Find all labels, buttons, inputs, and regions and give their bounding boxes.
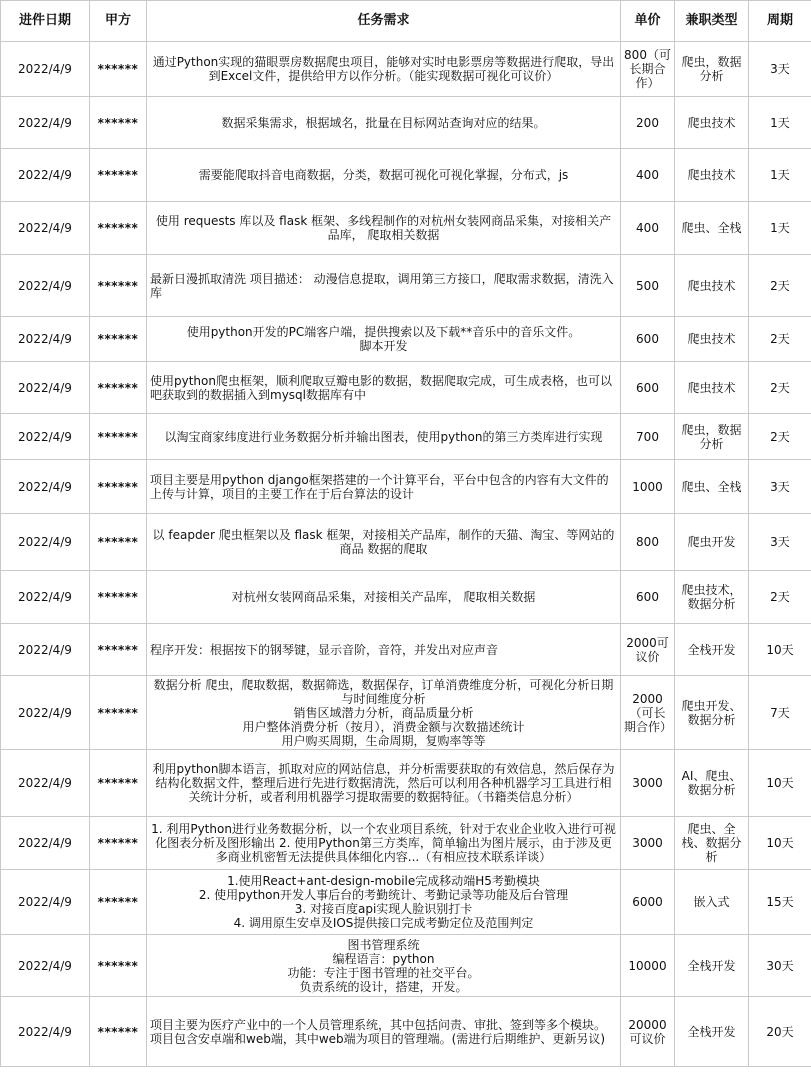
cell-date[interactable]: 2022/4/9 xyxy=(1,514,90,571)
cell-price[interactable]: 700 xyxy=(621,414,675,460)
cell-task[interactable]: 1.使用React+ant-design-mobile完成移动端H5考勤模块 2. 使用python开发人事后台的考勤统计、考勤记录等功能及后台管理 3. 对接百度api实现人脸识别打卡 4. 调用原生安卓及IOS提供接口完成考勤定位及范围判定 xyxy=(147,870,621,935)
cell-date[interactable]: 2022/4/9 xyxy=(1,362,90,414)
cell-price[interactable]: 2000可议价 xyxy=(621,624,675,676)
cell-task[interactable]: 项目主要为医疗产业中的一个人员管理系统，其中包括问责、审批、签到等多个模块。项目包含安卓端和web端，其中web端为项目的管理端。(需进行后期维护、更新另议) xyxy=(147,997,621,1067)
cell-party[interactable]: ****** xyxy=(90,149,147,202)
table-row xyxy=(1,997,811,1067)
cell-price[interactable]: 20000可议价 xyxy=(621,997,675,1067)
cell-period[interactable]: 10天 xyxy=(749,817,811,870)
table-row xyxy=(1,414,811,460)
table-row xyxy=(1,202,811,255)
cell-type[interactable]: 爬虫技术 xyxy=(675,97,749,149)
cell-date[interactable]: 2022/4/9 xyxy=(1,571,90,624)
cell-party[interactable]: ****** xyxy=(90,97,147,149)
cell-price[interactable]: 400 xyxy=(621,202,675,255)
cell-date[interactable]: 2022/4/9 xyxy=(1,817,90,870)
cell-price[interactable]: 2000（可长期合作） xyxy=(621,676,675,750)
cell-type[interactable]: 全栈开发 xyxy=(675,624,749,676)
cell-price[interactable]: 800 xyxy=(621,514,675,571)
cell-party[interactable]: ****** xyxy=(90,362,147,414)
cell-price[interactable]: 3000 xyxy=(621,817,675,870)
cell-date[interactable]: 2022/4/9 xyxy=(1,460,90,514)
cell-period[interactable]: 10天 xyxy=(749,750,811,817)
cell-date[interactable]: 2022/4/9 xyxy=(1,202,90,255)
table-row xyxy=(1,255,811,317)
cell-date[interactable]: 2022/4/9 xyxy=(1,42,90,97)
table-row xyxy=(1,935,811,997)
cell-task[interactable]: 项目主要是用python django框架搭建的一个计算平台，平台中包含的内容有大文件的上传与计算，项目的主要工作在于后台算法的设计 xyxy=(147,460,621,514)
cell-type[interactable]: 爬虫，数据分析 xyxy=(675,414,749,460)
cell-type[interactable]: 爬虫技术 xyxy=(675,255,749,317)
cell-task[interactable]: 数据采集需求，根据域名，批量在目标网站查询对应的结果。 xyxy=(147,97,621,149)
cell-type[interactable]: 爬虫开发、数据分析 xyxy=(675,676,749,750)
cell-price[interactable]: 600 xyxy=(621,317,675,362)
cell-price[interactable]: 6000 xyxy=(621,870,675,935)
cell-task[interactable]: 使用python爬虫框架，顺利爬取豆瓣电影的数据，数据爬取完成，可生成表格，也可以吧获取到的数据插入到mysql数据库有中 xyxy=(147,362,621,414)
header-party[interactable]: 甲方 xyxy=(90,1,147,42)
cell-party[interactable]: ****** xyxy=(90,514,147,571)
table-row xyxy=(1,362,811,414)
cell-party[interactable]: ****** xyxy=(90,202,147,255)
cell-price[interactable]: 10000 xyxy=(621,935,675,997)
cell-type[interactable]: 爬虫开发 xyxy=(675,514,749,571)
header-row xyxy=(1,1,811,42)
cell-price[interactable]: 200 xyxy=(621,97,675,149)
cell-task[interactable]: 图书管理系统 编程语言：python 功能：专注于图书管理的社交平台。 负责系统的设计，搭建，开发。 xyxy=(147,935,621,997)
cell-date[interactable]: 2022/4/9 xyxy=(1,97,90,149)
cell-party[interactable]: ****** xyxy=(90,935,147,997)
cell-date[interactable]: 2022/4/9 xyxy=(1,676,90,750)
cell-task[interactable]: 1. 利用Python进行业务数据分析，以一个农业项目系统，针对于农业企业收入进行可视化图表分析及图形输出 2. 使用Python第三方类库，简单输出为图片展示，由于涉及更多商业机密暂无法提供具体细化内容...（有相应技术联系详谈） xyxy=(147,817,621,870)
table-row xyxy=(1,460,811,514)
cell-party[interactable]: ****** xyxy=(90,460,147,514)
table-row xyxy=(1,97,811,149)
cell-party[interactable]: ****** xyxy=(90,317,147,362)
table-row xyxy=(1,514,811,571)
cell-type[interactable]: 爬虫技术 xyxy=(675,149,749,202)
cell-type[interactable]: 全栈开发 xyxy=(675,935,749,997)
cell-period[interactable]: 15天 xyxy=(749,870,811,935)
table-row xyxy=(1,149,811,202)
cell-task[interactable]: 对杭州女装网商品采集，对接相关产品库， 爬取相关数据 xyxy=(147,571,621,624)
cell-date[interactable]: 2022/4/9 xyxy=(1,935,90,997)
cell-party[interactable]: ****** xyxy=(90,255,147,317)
table-row xyxy=(1,42,811,97)
cell-period[interactable]: 1天 xyxy=(749,149,811,202)
cell-type[interactable]: 嵌入式 xyxy=(675,870,749,935)
cell-task[interactable]: 数据分析 爬虫，爬取数据，数据筛选，数据保存，订单消费维度分析，可视化分析日期与时间维度分析 销售区域潜力分析，商品质量分析 用户整体消费分析（按月），消费金额与次数描述统计 用户购买周期，生命周期，复购率等等 xyxy=(147,676,621,750)
cell-date[interactable]: 2022/4/9 xyxy=(1,750,90,817)
cell-date[interactable]: 2022/4/9 xyxy=(1,624,90,676)
cell-task[interactable]: 最新日漫抓取清洗 项目描述： 动漫信息提取，调用第三方接口，爬取需求数据，清洗入库 xyxy=(147,255,621,317)
cell-period[interactable]: 30天 xyxy=(749,935,811,997)
cell-period[interactable]: 2天 xyxy=(749,317,811,362)
cell-date[interactable]: 2022/4/9 xyxy=(1,414,90,460)
cell-party[interactable]: ****** xyxy=(90,817,147,870)
cell-period[interactable]: 2天 xyxy=(749,255,811,317)
table-row xyxy=(1,750,811,817)
header-task[interactable]: 任务需求 xyxy=(147,1,621,42)
cell-price[interactable]: 500 xyxy=(621,255,675,317)
header-period[interactable]: 周期 xyxy=(749,1,811,42)
cell-period[interactable]: 2天 xyxy=(749,571,811,624)
cell-period[interactable]: 2天 xyxy=(749,362,811,414)
cell-type[interactable]: 爬虫、全栈 xyxy=(675,202,749,255)
cell-party[interactable]: ****** xyxy=(90,870,147,935)
cell-type[interactable]: AI、爬虫、数据分析 xyxy=(675,750,749,817)
cell-period[interactable]: 1天 xyxy=(749,97,811,149)
cell-task[interactable]: 通过Python实现的猫眼票房数据爬虫项目，能够对实时电影票房等数据进行爬取，导出到Excel文件，提供给甲方以作分析。（能实现数据可视化可议价） xyxy=(147,42,621,97)
cell-price[interactable]: 600 xyxy=(621,362,675,414)
cell-price[interactable]: 1000 xyxy=(621,460,675,514)
cell-price[interactable]: 600 xyxy=(621,571,675,624)
table-row xyxy=(1,624,811,676)
cell-task[interactable]: 以淘宝商家纬度进行业务数据分析并输出图表，使用python的第三方类库进行实现 xyxy=(147,414,621,460)
cell-type[interactable]: 爬虫、全栈 xyxy=(675,460,749,514)
table-row xyxy=(1,870,811,935)
cell-period[interactable]: 3天 xyxy=(749,42,811,97)
header-date[interactable]: 进件日期 xyxy=(1,1,90,42)
cell-type[interactable]: 爬虫技术 xyxy=(675,317,749,362)
cell-price[interactable]: 400 xyxy=(621,149,675,202)
cell-period[interactable]: 20天 xyxy=(749,997,811,1067)
cell-period[interactable]: 1天 xyxy=(749,202,811,255)
cell-price[interactable]: 3000 xyxy=(621,750,675,817)
header-price[interactable]: 单价 xyxy=(621,1,675,42)
cell-price[interactable]: 800（可长期合作） xyxy=(621,42,675,97)
cell-party[interactable]: ****** xyxy=(90,997,147,1067)
cell-task[interactable]: 利用python脚本语言，抓取对应的网站信息，并分析需要获取的有效信息，然后保存为结构化数据文件，整理后进行先进行数据清洗，然后可以利用各种机器学习工具进行相关统计分析，或者利用机器学习提取需要的数据特征。（书籍类信息分析） xyxy=(147,750,621,817)
table-row xyxy=(1,817,811,870)
cell-period[interactable]: 2天 xyxy=(749,414,811,460)
cell-date[interactable]: 2022/4/9 xyxy=(1,997,90,1067)
cell-party[interactable]: ****** xyxy=(90,414,147,460)
cell-task[interactable]: 使用python开发的PC端客户端，提供搜索以及下载**音乐中的音乐文件。 脚本开发 xyxy=(147,317,621,362)
cell-period[interactable]: 3天 xyxy=(749,514,811,571)
cell-type[interactable]: 爬虫、全栈、数据分析 xyxy=(675,817,749,870)
cell-date[interactable]: 2022/4/9 xyxy=(1,317,90,362)
cell-task[interactable]: 使用 requests 库以及 flask 框架、多线程制作的对杭州女装网商品采集，对接相关产品库， 爬取相关数据 xyxy=(147,202,621,255)
cell-party[interactable]: ****** xyxy=(90,676,147,750)
cell-type[interactable]: 全栈开发 xyxy=(675,997,749,1067)
cell-date[interactable]: 2022/4/9 xyxy=(1,870,90,935)
cell-task[interactable]: 以 feapder 爬虫框架以及 flask 框架，对接相关产品库，制作的天猫、淘宝、等网站的商品 数据的爬取 xyxy=(147,514,621,571)
cell-date[interactable]: 2022/4/9 xyxy=(1,255,90,317)
table-row xyxy=(1,571,811,624)
table-row xyxy=(1,676,811,750)
cell-type[interactable]: 爬虫技术，数据分析 xyxy=(675,571,749,624)
cell-type[interactable]: 爬虫，数据分析 xyxy=(675,42,749,97)
table-row xyxy=(1,317,811,362)
cell-period[interactable]: 10天 xyxy=(749,624,811,676)
cell-period[interactable]: 3天 xyxy=(749,460,811,514)
cell-task[interactable]: 需要能爬取抖音电商数据，分类，数据可视化可视化掌握，分布式，js xyxy=(147,149,621,202)
cell-party[interactable]: ****** xyxy=(90,571,147,624)
cell-party[interactable]: ****** xyxy=(90,750,147,817)
cell-party[interactable]: ****** xyxy=(90,624,147,676)
header-type[interactable]: 兼职类型 xyxy=(675,1,749,42)
cell-date[interactable]: 2022/4/9 xyxy=(1,149,90,202)
cell-period[interactable]: 7天 xyxy=(749,676,811,750)
cell-party[interactable]: ****** xyxy=(90,42,147,97)
cell-task[interactable]: 程序开发：根据按下的钢琴键，显示音阶，音符，并发出对应声音 xyxy=(147,624,621,676)
cell-type[interactable]: 爬虫技术 xyxy=(675,362,749,414)
